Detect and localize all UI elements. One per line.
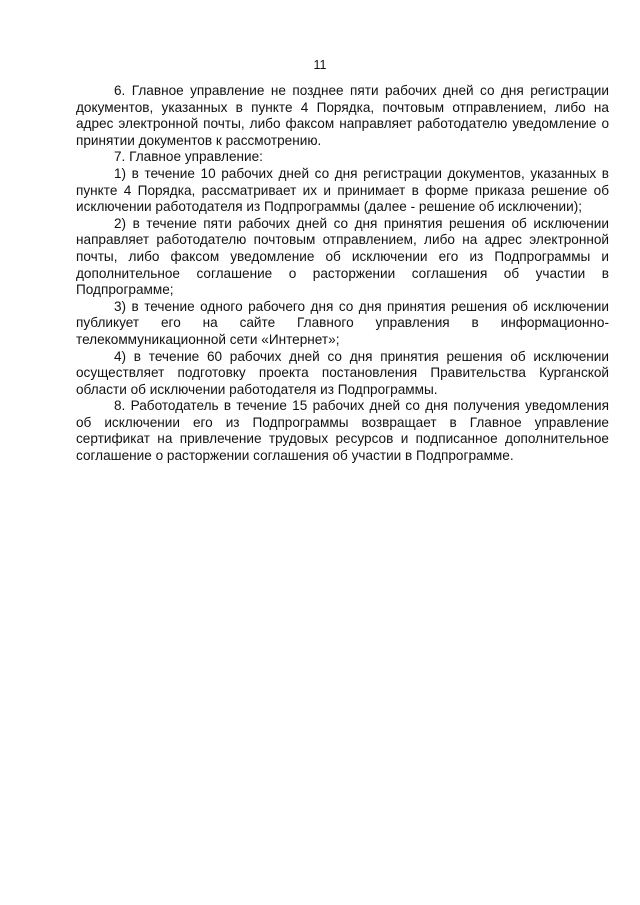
paragraph-8: 8. Работодатель в течение 15 рабочих дней со дня получения уведомления об исключении его из Подпрограммы возвращает в Главное управление сертификат на привлечение трудовых ресурсов и подписанное дополнительное соглашение о расторжении соглашения об участии в Подпрограмме.: [76, 398, 609, 464]
document-body: [76, 83, 609, 465]
paragraph-7-item-4: 4) в течение 60 рабочих дней со дня принятия решения об исключении осуществляет подготовку проекта постановления Правительства Курганской области об исключении работодателя из Подпрограммы.: [76, 348, 609, 397]
paragraph-6: 6. Главное управление не позднее пяти рабочих дней со дня регистрации документов, указанных в пункте 4 Порядка, почтовым отправлением, либо на адрес электронной почты, либо факсом направляет работодателю уведомление о принятии документов к рассмотрению.: [76, 83, 609, 148]
paragraph-7-item-3: 3) в течение одного рабочего дня со дня принятия решения об исключении публикует его на сайте Главного управления в информационно-телекоммуникационной сети «Интернет»;: [76, 298, 609, 347]
paragraph-7-item-2: 2) в течение пяти рабочих дней со дня принятия решения об исключении направляет работодателю почтовым отправлением, либо на адрес электронной почты, либо факсом уведомление об исключении его из Подпрограммы и дополнительное соглашение о расторжении соглашения об участии в Подпрограмме;: [76, 215, 609, 298]
paragraph-7-item-1: 1) в течение 10 рабочих дней со дня регистрации документов, указанных в пункте 4 Порядка, рассматривает их и принимает в форме приказа решение об исключении работодателя из Подпрограммы (далее - решение об исключении);: [76, 165, 609, 215]
paragraph-7: 7. Главное управление:: [114, 149, 263, 165]
page-number: 11: [313, 58, 327, 72]
